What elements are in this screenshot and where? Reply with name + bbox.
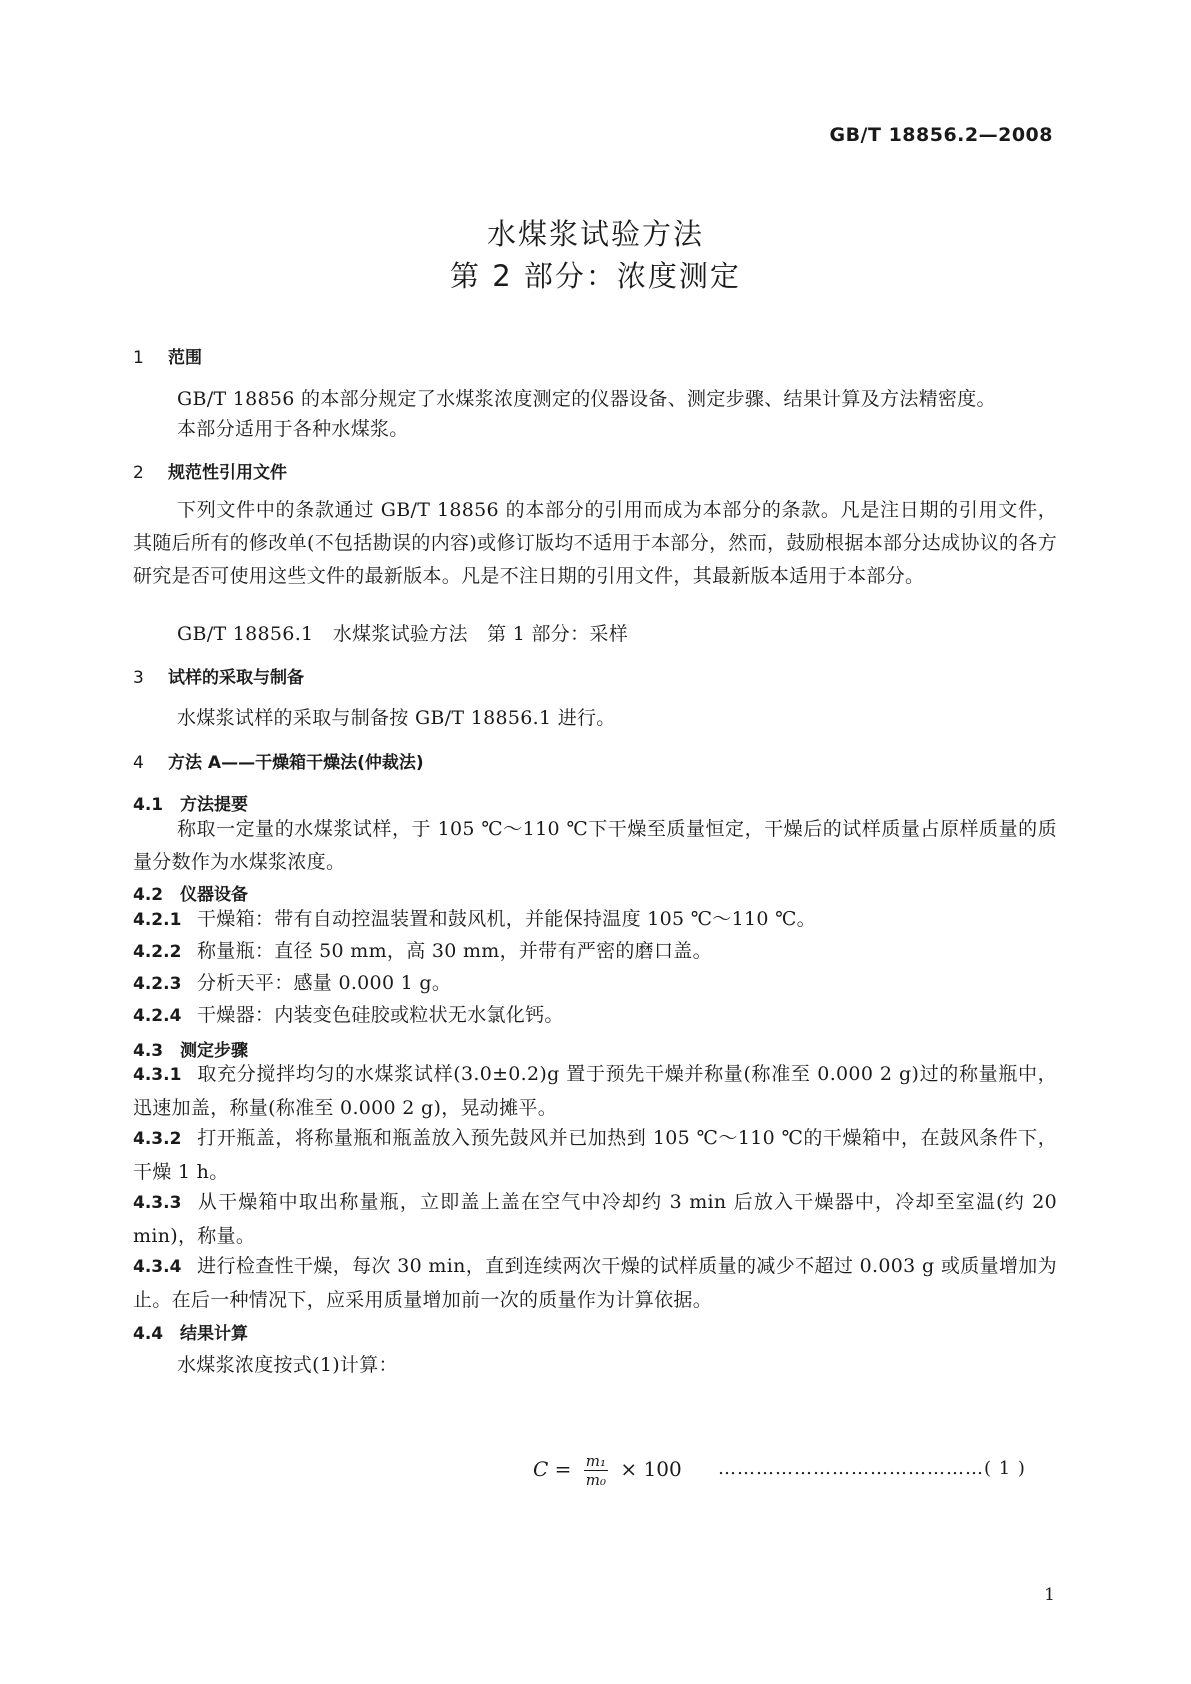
list-item [133, 1186, 1057, 1253]
clause-text: 干燥器：内装变色硅胶或粒状无水氯化钙。 [197, 1004, 564, 1026]
section-title: 规范性引用文件 [168, 463, 287, 483]
subsection-4-1-heading [133, 790, 248, 815]
subsection-title: 测定步骤 [180, 1041, 248, 1061]
paragraph: 下列文件中的条款通过 GB/T 18856 的本部分的引用而成为本部分的条款。凡是注日期的引用文件，其随后所有的修改单(不包括勘误的内容)或修订版均不适用于本部分，然而，鼓励根据本部分达成协议的各方研究是否可使用这些文件的最新版本。凡是不注日期的引用文件，其最新版本适用于本部分。 [133, 499, 1057, 587]
equation-number: ( 1 ) [984, 1458, 1026, 1479]
formula-lhs: C = [533, 1457, 572, 1481]
clause-text: 取充分搅拌均匀的水煤浆试样(3.0±0.2)g 置于预先干燥并称量(称准至 0.000 2 g)过的称量瓶中，迅速加盖，称量(称准至 0.000 2 g)，晃动摊平。 [133, 1063, 1057, 1119]
list-item [133, 935, 1057, 969]
document-subtitle: 第 2 部分：浓度测定 [450, 259, 741, 293]
clause-number: 4.3.2 [133, 1129, 182, 1149]
section-number: 3 [133, 668, 144, 688]
list-item [133, 1122, 1057, 1189]
paragraph: GB/T 18856 的本部分规定了水煤浆浓度测定的仪器设备、测定步骤、结果计算及方法精密度。 [177, 388, 996, 410]
section-3-heading [133, 663, 304, 688]
fraction [584, 1452, 608, 1489]
clause-number: 4.2.4 [133, 1006, 182, 1026]
clause-text: 干燥箱：带有自动控温装置和鼓风机，并能保持温度 105 ℃～110 ℃。 [197, 908, 816, 930]
formula-1 [533, 1452, 682, 1489]
section-1-heading [133, 343, 202, 368]
standard-number: GB/T 18856.2—2008 [829, 124, 1053, 146]
subsection-title: 仪器设备 [180, 885, 248, 905]
numerator: m₁ [585, 1452, 607, 1470]
section-title: 范围 [168, 348, 202, 368]
paragraph: 水煤浆浓度按式(1)计算： [177, 1354, 398, 1376]
subsection-4-2-heading [133, 880, 248, 905]
paragraph: 水煤浆试样的采取与制备按 GB/T 18856.1 进行。 [177, 707, 616, 729]
paragraph: 本部分适用于各种水煤浆。 [177, 418, 409, 440]
formula-rhs: × 100 [620, 1457, 682, 1481]
section-number: 1 [133, 348, 144, 368]
paragraph: 称取一定量的水煤浆试样，于 105 ℃～110 ℃下干燥至质量恒定，干燥后的试样质量占原样质量的质量分数作为水煤浆浓度。 [133, 818, 1057, 873]
clause-number: 4.2.3 [133, 974, 182, 994]
subsection-title: 方法提要 [180, 795, 248, 815]
subsection-4-4-heading [133, 1319, 248, 1344]
dot-leader: …………………………………… [718, 1458, 984, 1479]
normative-reference: GB/T 18856.1 水煤浆试验方法 第 1 部分：采样 [177, 623, 628, 645]
clause-text: 分析天平：感量 0.000 1 g。 [197, 972, 452, 994]
subsection-number: 4.1 [133, 795, 164, 815]
clause-number: 4.3.1 [133, 1065, 182, 1085]
section-2-heading [133, 458, 287, 483]
clause-text: 从干燥箱中取出称量瓶，立即盖上盖在空气中冷却约 3 min 后放入干燥器中，冷却至室温(约 20 min)，称量。 [133, 1191, 1057, 1247]
section-number: 2 [133, 463, 144, 483]
list-item [133, 967, 1057, 1001]
section-number: 4 [133, 753, 144, 773]
list-item [133, 999, 1057, 1033]
section-title: 方法 A——干燥箱干燥法(仲裁法) [168, 753, 424, 773]
list-item [133, 1250, 1057, 1317]
clause-number: 4.3.3 [133, 1193, 182, 1213]
page-number: 1 [1044, 1585, 1055, 1605]
clause-number: 4.2.2 [133, 942, 182, 962]
document-title: 水煤浆试验方法 [486, 217, 704, 251]
subsection-title: 结果计算 [180, 1324, 248, 1344]
subsection-number: 4.4 [133, 1324, 164, 1344]
denominator: m₀ [585, 1471, 607, 1489]
section-title: 试样的采取与制备 [168, 668, 304, 688]
subsection-number: 4.2 [133, 885, 164, 905]
equation-number-leader [718, 1458, 1026, 1479]
clause-text: 称量瓶：直径 50 mm，高 30 mm，并带有严密的磨口盖。 [197, 940, 712, 962]
clause-text: 打开瓶盖，将称量瓶和瓶盖放入预先鼓风并已加热到 105 ℃～110 ℃的干燥箱中，在鼓风条件下，干燥 1 h。 [133, 1127, 1057, 1183]
clause-number: 4.3.4 [133, 1257, 182, 1277]
section-4-heading [133, 748, 424, 773]
subsection-number: 4.3 [133, 1041, 164, 1061]
list-item [133, 1058, 1057, 1125]
clause-text: 进行检查性干燥，每次 30 min，直到连续两次干燥的试样质量的减少不超过 0.003 g 或质量增加为止。在后一种情况下，应采用质量增加前一次的质量作为计算依据。 [133, 1255, 1057, 1311]
list-item [133, 903, 1057, 937]
clause-number: 4.2.1 [133, 910, 182, 930]
